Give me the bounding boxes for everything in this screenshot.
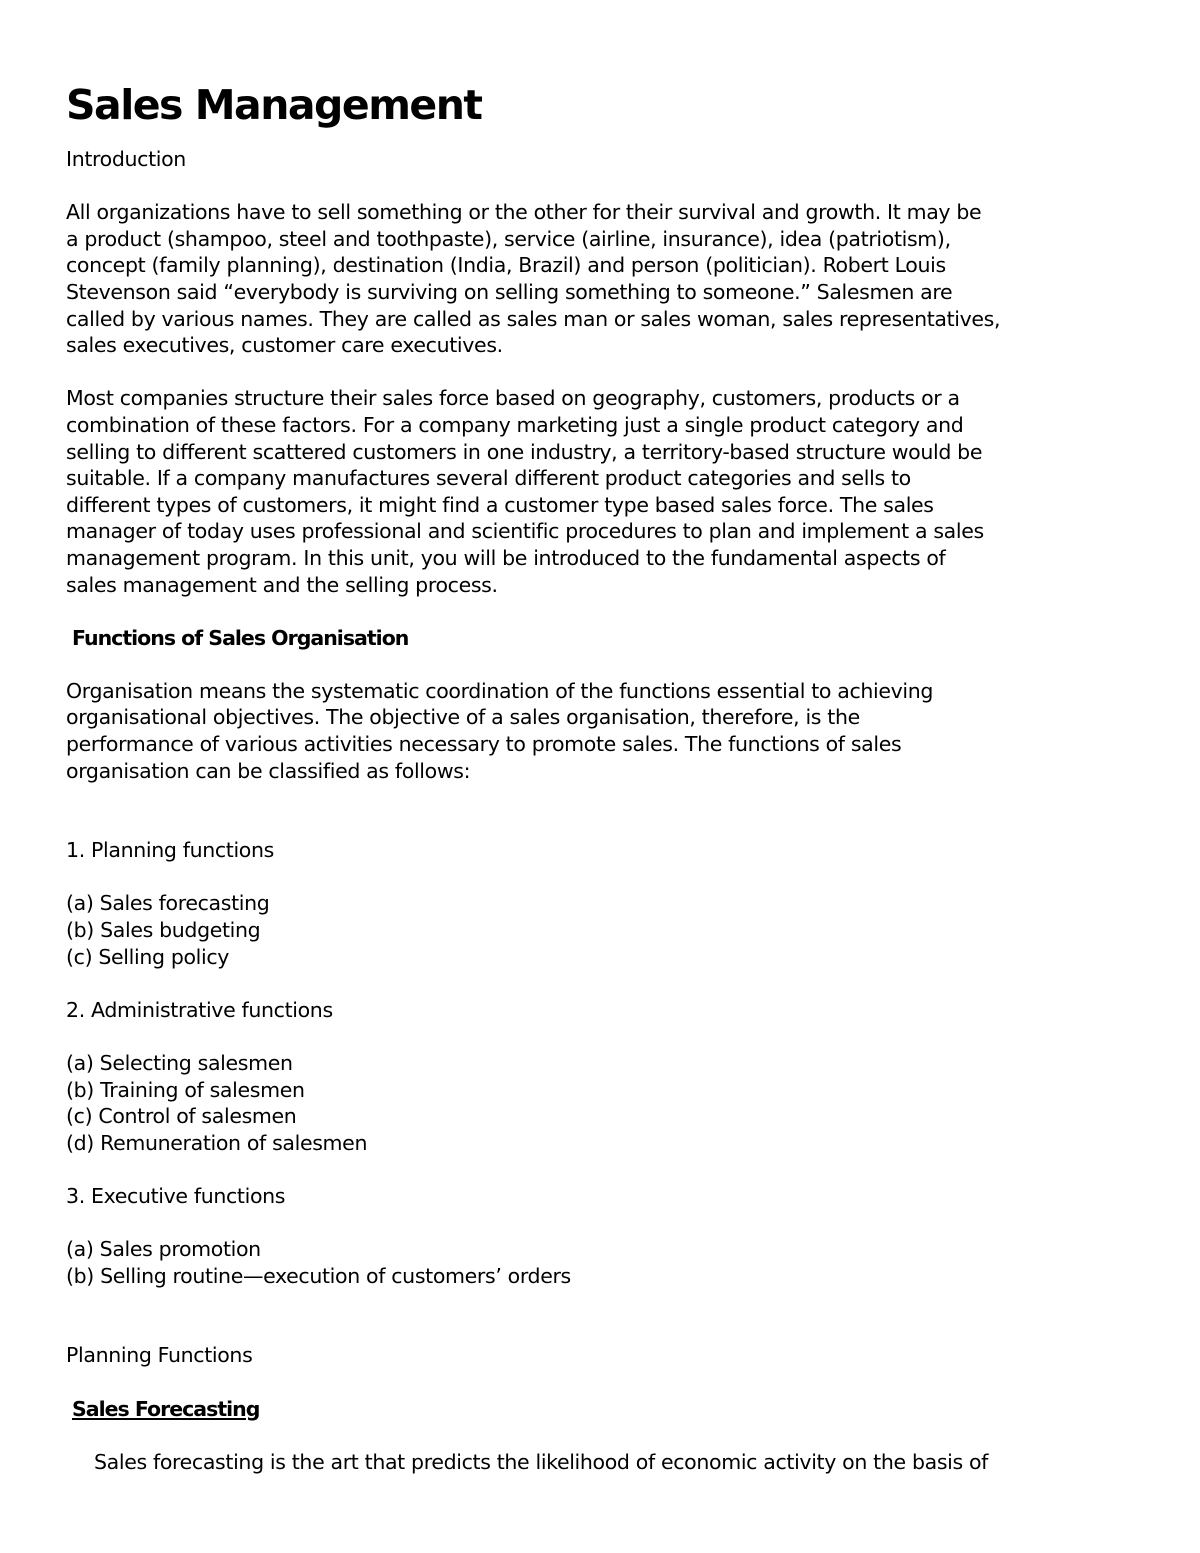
document-page <box>66 78 1066 1475</box>
text-line: Most companies structure their sales force based on geography, customers, products or a <box>66 386 960 411</box>
list-item: (b) Selling routine—execution of customers’ orders <box>66 1263 571 1288</box>
planning-functions-list <box>66 890 1066 970</box>
text-line: Sales forecasting is the art that predicts the likelihood of economic activity on the basis of <box>94 1449 989 1474</box>
planning-functions-label: Planning Functions <box>66 1343 253 1368</box>
organisation-paragraph <box>66 678 1066 784</box>
list-item: (a) Sales forecasting <box>66 891 270 916</box>
forecasting-paragraph <box>66 1449 1066 1476</box>
structure-paragraph <box>66 385 1066 598</box>
list-item: (c) Control of salesmen <box>66 1104 297 1129</box>
planning-functions-title: 1. Planning functions <box>66 838 274 863</box>
list-item: (d) Remuneration of salesmen <box>66 1130 368 1155</box>
text-line: Stevenson said “everybody is surviving on selling something to someone.” Salesmen are <box>66 279 953 304</box>
text-line: organisation can be classified as follows: <box>66 758 471 783</box>
text-line: Organisation means the systematic coordination of the functions essential to achieving <box>66 678 934 703</box>
list-item: (a) Sales promotion <box>66 1237 261 1262</box>
text-line: All organizations have to sell something or the other for their survival and growth. It may be <box>66 200 982 225</box>
text-line: combination of these factors. For a company marketing just a single product category and <box>66 412 964 437</box>
text-line: called by various names. They are called as sales man or sales woman, sales representatives, <box>66 306 1001 331</box>
text-line: a product (shampoo, steel and toothpaste), service (airline, insurance), idea (patriotism), <box>66 226 951 251</box>
executive-functions-title: 3. Executive functions <box>66 1183 286 1208</box>
text-line: performance of various activities necessary to promote sales. The functions of sales <box>66 732 902 757</box>
executive-functions-list <box>66 1236 1066 1289</box>
text-line: suitable. If a company manufactures several different product categories and sells to <box>66 466 911 491</box>
sales-forecasting-heading: Sales Forecasting <box>72 1396 260 1421</box>
list-item: (b) Sales budgeting <box>66 918 261 943</box>
list-item: (b) Training of salesmen <box>66 1077 305 1102</box>
administrative-functions-list <box>66 1050 1066 1156</box>
text-line: management program. In this unit, you will be introduced to the fundamental aspects of <box>66 545 946 570</box>
text-line: sales management and the selling process. <box>66 572 498 597</box>
functions-heading: Functions of Sales Organisation <box>72 625 409 650</box>
administrative-functions-title: 2. Administrative functions <box>66 997 333 1022</box>
text-line: concept (family planning), destination (India, Brazil) and person (politician). Robert Louis <box>66 253 946 278</box>
list-item: (c) Selling policy <box>66 944 230 969</box>
text-line: organisational objectives. The objective of a sales organisation, therefore, is the <box>66 705 860 730</box>
text-line: different types of customers, it might find a customer type based sales force. The sales <box>66 492 934 517</box>
intro-label: Introduction <box>66 147 186 171</box>
text-line: manager of today uses professional and scientific procedures to plan and implement a sales <box>66 519 984 544</box>
list-item: (a) Selecting salesmen <box>66 1051 293 1075</box>
text-line: selling to different scattered customers in one industry, a territory-based structure would be <box>66 439 983 464</box>
intro-paragraph <box>66 199 1066 359</box>
text-line: sales executives, customer care executives. <box>66 333 503 358</box>
document-title: Sales Management <box>66 81 482 129</box>
